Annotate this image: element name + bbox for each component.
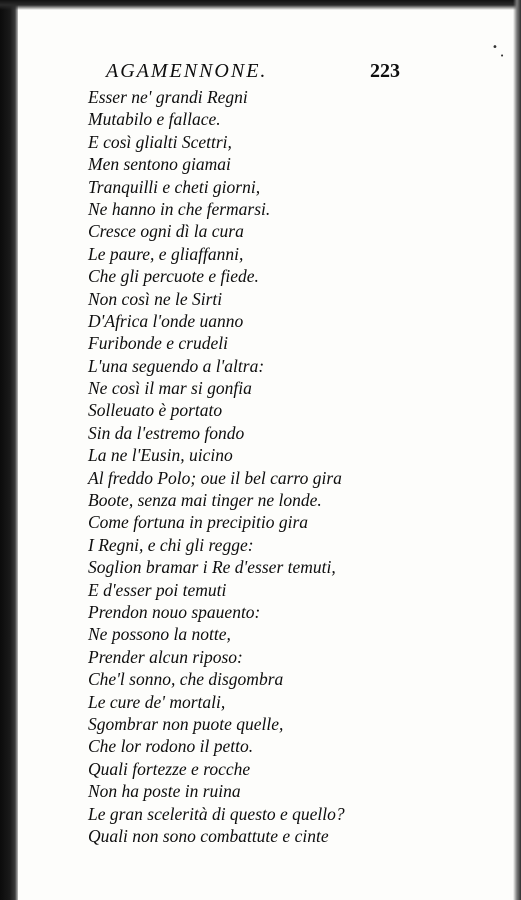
text-column [88,60,508,847]
verse-line: Mutabilo e fallace. [88,109,221,130]
top-page-edge [0,0,521,10]
verse-line: Solleuato è portato [88,400,223,421]
verse-line: Quali fortezze e rocche [88,758,251,779]
verse-line: Le paure, e gliaffanni, [88,243,244,264]
verse-list [88,86,508,847]
verse-line: I Regni, e chi gli regge: [88,534,254,555]
verse-line: Le cure de' mortali, [88,691,226,712]
verse-line: Men sentono giamai [88,154,231,175]
verse-line: Tranquilli e cheti giorni, [88,176,261,197]
verse-line: D'Africa l'onde uanno [88,310,244,331]
running-head-title: AGAMENNONE. [106,60,268,82]
verse-line: Sin da l'estremo fondo [88,422,245,443]
verse-line: Ne hanno in che fermarsi. [88,198,271,219]
verse-line: Esser ne' grandi Regni [88,87,248,107]
verse-line: Che lor rodono il petto. [88,736,254,757]
verse-line: Ne così il mar si gonfia [88,378,252,399]
verse-line: La ne l'Eusin, uicino [88,445,233,466]
verse-line: L'una seguendo a l'altra: [88,355,265,376]
verse-line: Furibonde e crudeli [88,333,228,354]
verse-line: Quali non sono combattute e cinte [88,825,329,846]
verse-line: E d'esser poi temuti [88,579,227,600]
verse-line: Al freddo Polo; oue il bel carro gira [88,467,342,488]
verse-line: Come fortuna in precipitio gira [88,512,309,533]
ink-speck: • [492,42,498,53]
verse-line: Non ha poste in ruina [88,781,241,802]
verse-line: Boote, senza mai tinger ne londe. [88,490,322,511]
running-head [88,60,508,88]
verse-line: Che gli percuote e fiede. [88,266,259,287]
verse-line: Prendon nouo spauento: [88,601,261,622]
verse-line: Che'l sonno, che disgombra [88,669,284,690]
verse-line: Cresce ogni dì la cura [88,221,244,242]
ink-speck: • [500,52,505,60]
verse-line: Non così ne le Sirti [88,288,223,309]
verse-line: E così glialti Scettri, [88,131,232,152]
verse-line: Prender alcun riposo: [88,646,243,667]
verse-line: Le gran scelerità di questo e quello? [88,803,345,824]
verse-line: Sgombrar non puote quelle, [88,713,284,734]
right-page-edge [513,0,521,900]
book-binding-shadow [0,0,18,900]
verse-line: Soglion bramar i Re d'esser temuti, [88,557,336,578]
verse-line: Ne possono la notte, [88,624,231,645]
page-number: 223 [370,60,400,82]
